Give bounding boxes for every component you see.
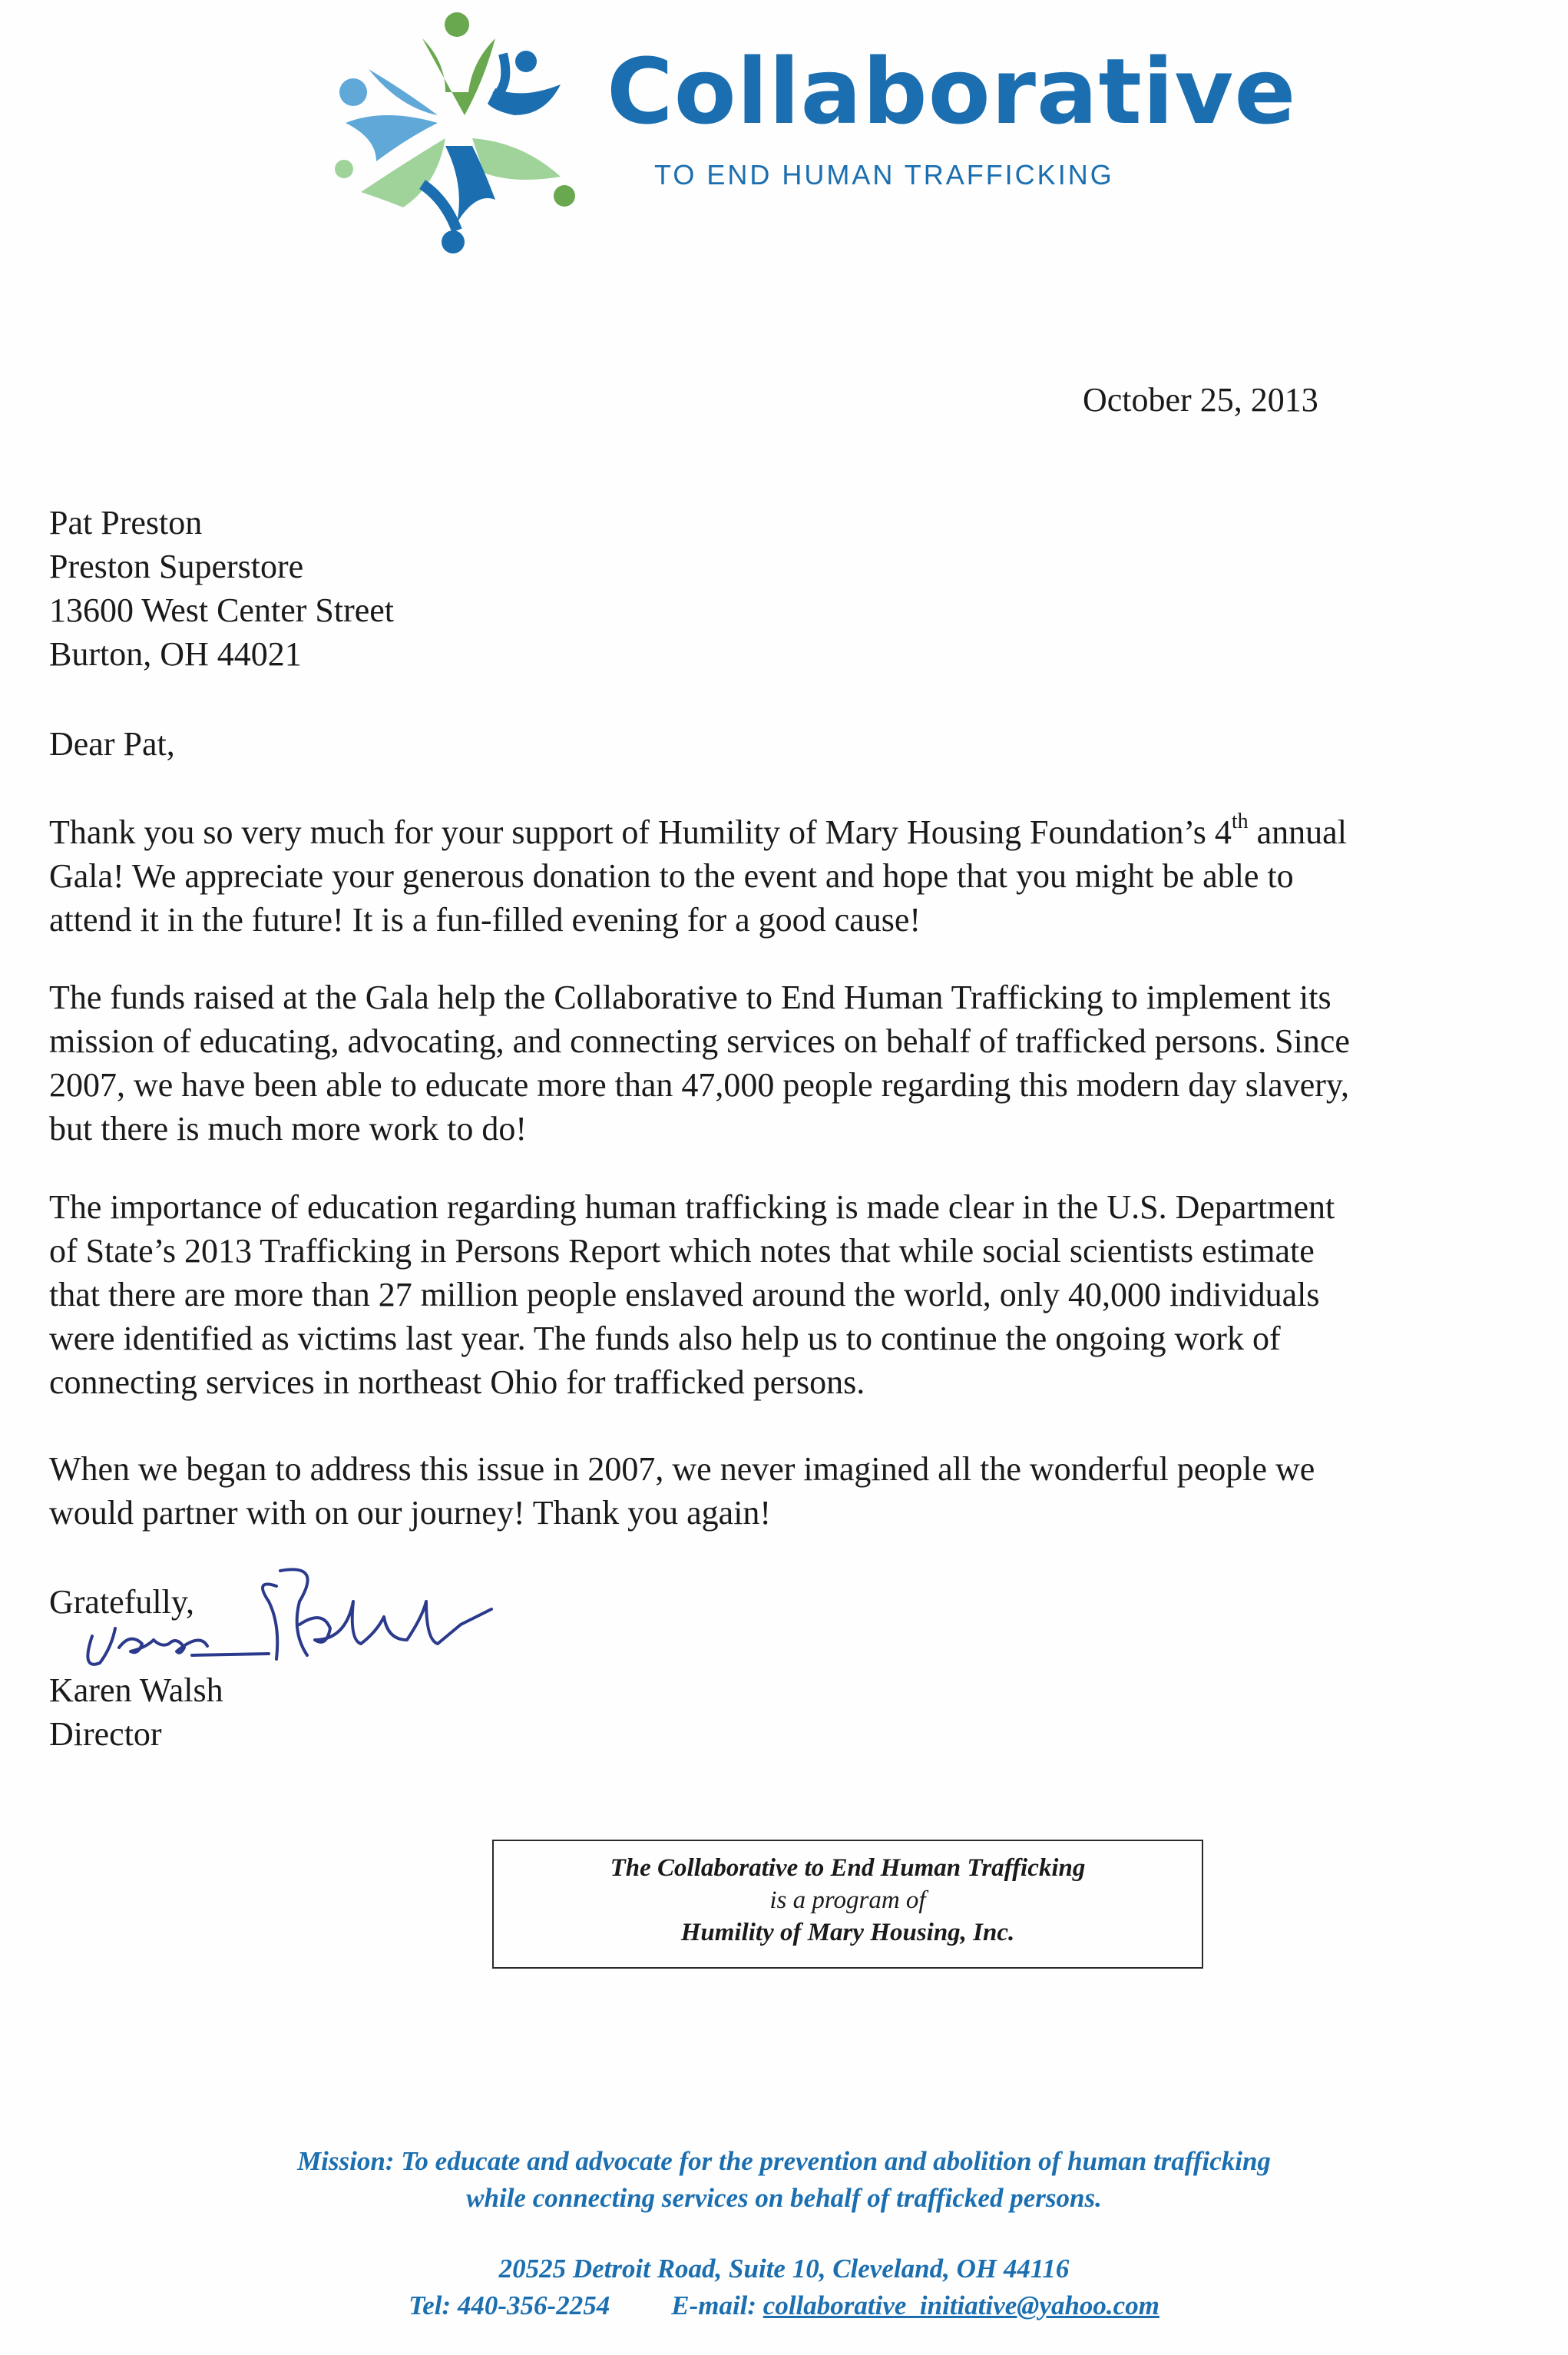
mission-line-1: Mission: To educate and advocate for the prevention and abolition of human trafficking <box>297 2146 1271 2176</box>
program-box <box>492 1840 1203 1969</box>
paragraph-4-line: would partner with on our journey! Thank you again! <box>49 1494 772 1532</box>
paragraph-4 <box>49 1447 1542 1535</box>
paragraph-2-line: but there is much more work to do! <box>49 1110 527 1148</box>
paragraph-2-line: The funds raised at the Gala help the Collaborative to End Human Trafficking to implement its <box>49 979 1331 1016</box>
footer-address: 20525 Detroit Road, Suite 10, Cleveland, OH 44116 <box>498 2254 1070 2284</box>
paragraph-1-line <box>49 810 1542 854</box>
letter-date: October 25, 2013 <box>1083 381 1318 419</box>
paragraph-3-line: were identified as victims last year. The funds also help us to continue the ongoing work of <box>49 1320 1281 1357</box>
footer-mission <box>0 2143 1568 2217</box>
brand-tagline: TO END HUMAN TRAFFICKING <box>654 159 1114 190</box>
footer-contact <box>0 2251 1568 2324</box>
program-box-line-2: is a program of <box>769 1886 926 1914</box>
closing: Gratefully, <box>49 1583 194 1621</box>
paragraph-2-line: 2007, we have been able to educate more than 47,000 people regarding this modern day slavery, <box>49 1066 1350 1104</box>
program-box-line-3: Humility of Mary Housing, Inc. <box>680 1919 1015 1946</box>
brand-name: Collaborative <box>607 38 1297 144</box>
paragraph-2 <box>49 975 1542 1151</box>
recipient-city: Burton, OH 44021 <box>49 635 302 673</box>
paragraph-1-text: annual <box>1248 813 1347 851</box>
recipient-address <box>49 501 394 676</box>
footer-email-label: E-mail: <box>671 2290 763 2320</box>
recipient-name: Pat Preston <box>49 504 203 542</box>
paragraph-4-line: When we began to address this issue in 2007, we never imagined all the wonderful people we <box>49 1450 1315 1488</box>
collaborative-logo-icon <box>330 8 584 253</box>
paragraph-1 <box>49 810 1542 942</box>
paragraph-3-line: of State’s 2013 Trafficking in Persons Report which notes that while social scientists estimate <box>49 1232 1315 1270</box>
mission-line-2: while connecting services on behalf of trafficked persons. <box>466 2183 1102 2213</box>
recipient-company: Preston Superstore <box>49 548 304 585</box>
paragraph-2-line: mission of educating, advocating, and connecting services on behalf of trafficked persons. Since <box>49 1022 1350 1060</box>
salutation: Dear Pat, <box>49 725 175 763</box>
paragraph-3 <box>49 1185 1542 1404</box>
signer-block <box>49 1668 223 1756</box>
paragraph-3-line: that there are more than 27 million people enslaved around the world, only 40,000 individuals <box>49 1276 1320 1313</box>
signature-icon <box>46 1555 499 1678</box>
paragraph-3-line: The importance of education regarding human trafficking is made clear in the U.S. Department <box>49 1188 1335 1226</box>
signer-title: Director <box>49 1715 162 1753</box>
paragraph-1-text: Thank you so very much for your support of Humility of Mary Housing Foundation’s 4 <box>49 813 1232 851</box>
recipient-street: 13600 West Center Street <box>49 591 395 629</box>
paragraph-1-line: Gala! We appreciate your generous donation to the event and hope that you might be able to <box>49 857 1294 895</box>
paragraph-1-line: attend it in the future! It is a fun-filled evening for a good cause! <box>49 901 921 939</box>
paragraph-3-line: connecting services in northeast Ohio for trafficked persons. <box>49 1363 865 1401</box>
ordinal-suffix: th <box>1231 810 1249 834</box>
footer-contact-row <box>409 2287 1159 2324</box>
footer-tel: Tel: 440-356-2254 <box>409 2290 610 2320</box>
program-box-line-1: The Collaborative to End Human Trafficking <box>610 1854 1086 1882</box>
footer-email-link[interactable]: collaborative_initiative@yahoo.com <box>762 2290 1159 2320</box>
signer-name: Karen Walsh <box>49 1671 223 1709</box>
